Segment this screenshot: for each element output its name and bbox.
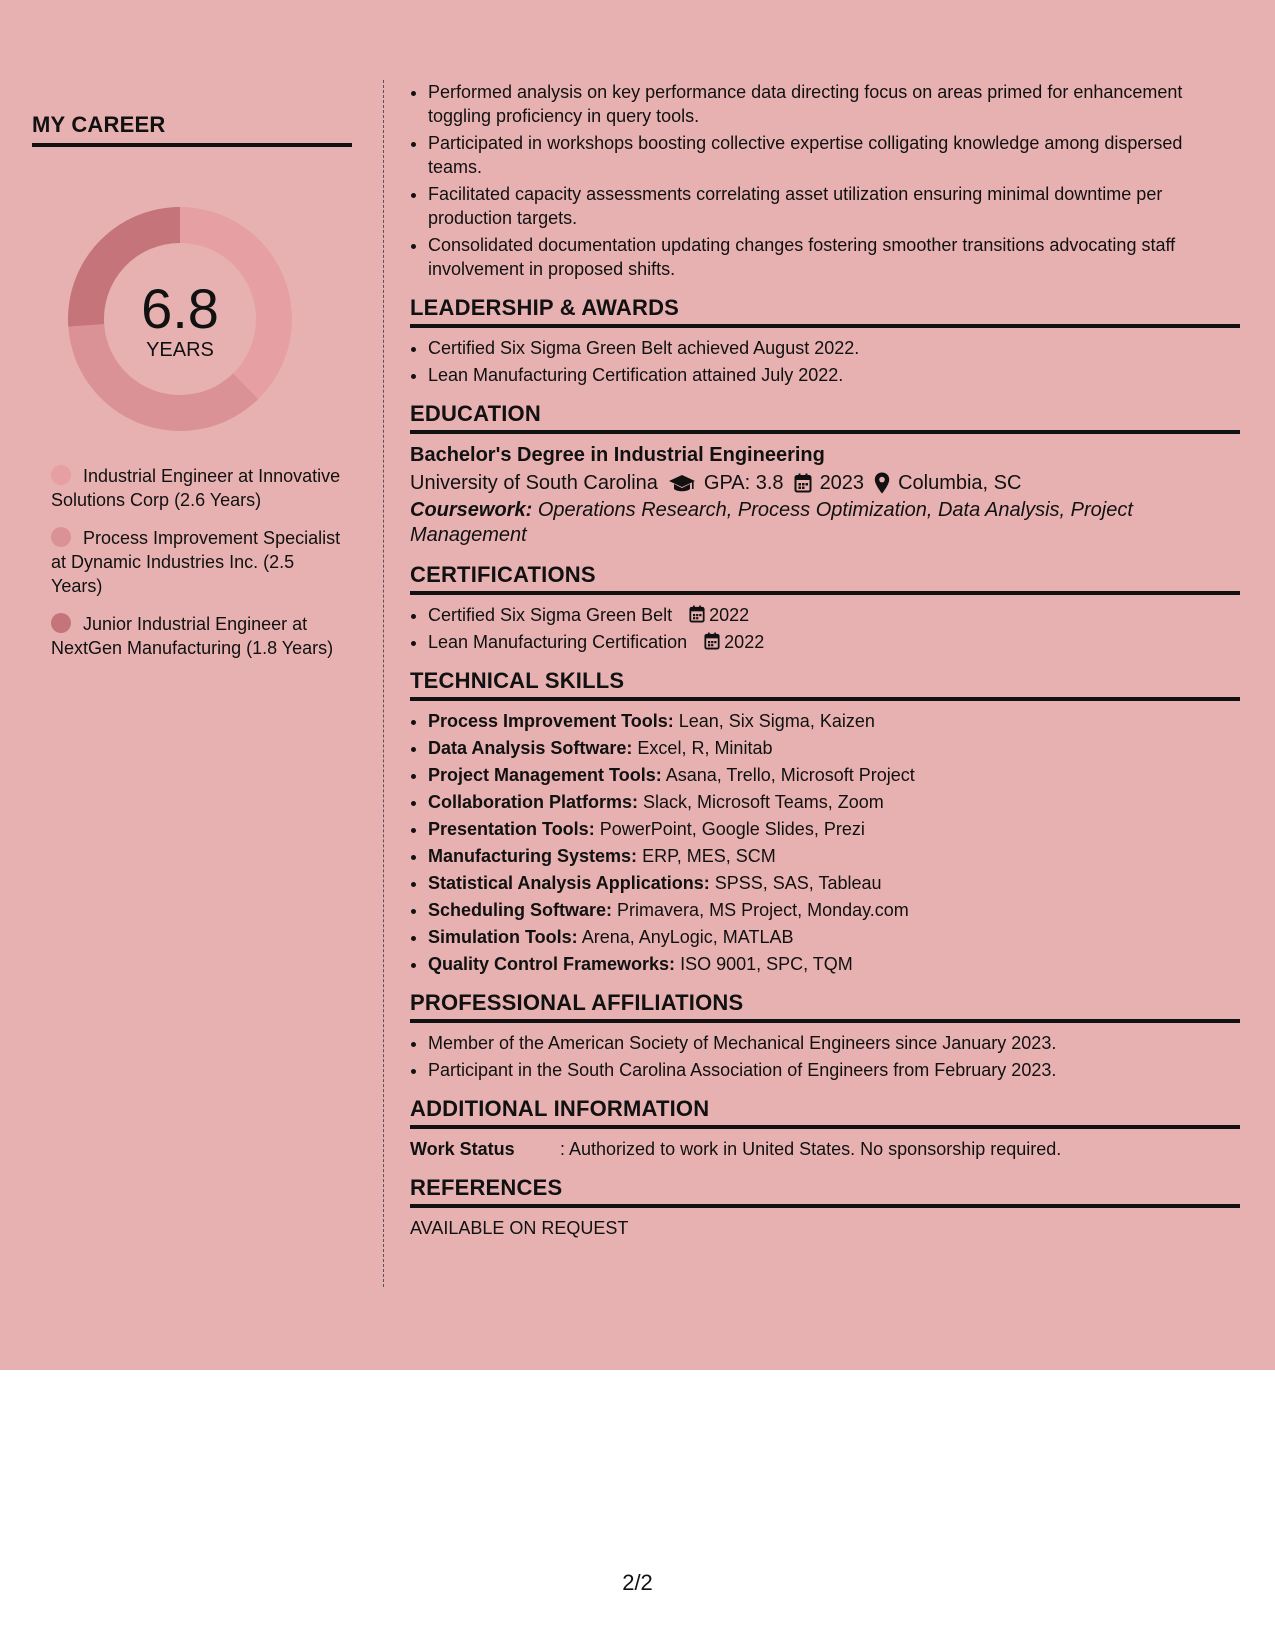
section-heading: TECHNICAL SKILLS xyxy=(410,668,1240,701)
section-heading: ADDITIONAL INFORMATION xyxy=(410,1096,1240,1129)
certification-item xyxy=(428,630,1240,654)
skill-value: ISO 9001, SPC, TQM xyxy=(680,954,853,974)
legend-item xyxy=(51,464,341,512)
experience-bullet: • Performed analysis on key performance data directing focus on areas primed for enhancement toggling proficiency in query tools. xyxy=(428,80,1240,128)
section-heading: CERTIFICATIONS xyxy=(410,562,1240,595)
skill-label: Data Analysis Software: xyxy=(428,738,633,758)
work-status-label: Work Status xyxy=(410,1139,515,1159)
map-pin-icon xyxy=(874,472,890,494)
certification-year: 2022 xyxy=(709,605,750,625)
calendar-icon xyxy=(689,605,705,623)
certification-name: Lean Manufacturing Certification xyxy=(428,632,688,652)
certification-item xyxy=(428,603,1240,627)
legend-label: Industrial Engineer at Innovative Solutions Corp (2.6 Years) xyxy=(51,466,341,510)
skill-value: SPSS, SAS, Tableau xyxy=(714,873,882,893)
school-name: University of South Carolina xyxy=(410,472,658,494)
main-content xyxy=(410,80,1240,1240)
legend-label: Junior Industrial Engineer at NextGen Manufacturing (1.8 Years) xyxy=(51,614,334,658)
skill-label: Statistical Analysis Applications: xyxy=(428,873,710,893)
career-title: MY CAREER xyxy=(32,112,352,147)
skill-item xyxy=(428,709,1240,733)
graduation-cap-icon xyxy=(668,473,696,493)
work-status-row xyxy=(410,1137,1240,1161)
skill-item xyxy=(428,736,1240,760)
certification-year: 2022 xyxy=(724,632,765,652)
coursework xyxy=(410,498,1240,548)
gpa: GPA: 3.8 xyxy=(703,472,784,494)
skill-item xyxy=(428,952,1240,976)
skill-label: Collaboration Platforms: xyxy=(428,792,639,812)
skill-item xyxy=(428,844,1240,868)
coursework-label: Coursework: xyxy=(410,499,533,521)
skill-label: Scheduling Software: xyxy=(428,900,613,920)
legend-dot xyxy=(51,465,71,485)
skill-item xyxy=(428,925,1240,949)
calendar-icon xyxy=(794,473,812,493)
skill-value: ERP, MES, SCM xyxy=(642,846,776,866)
work-status-value: : Authorized to work in United States. No sponsorship required. xyxy=(560,1139,1062,1159)
legend-item xyxy=(51,526,341,598)
skill-item xyxy=(428,790,1240,814)
certification-name: Certified Six Sigma Green Belt xyxy=(428,605,673,625)
skill-value: Primavera, MS Project, Monday.com xyxy=(617,900,909,920)
affiliation-item: • Member of the American Society of Mechanical Engineers since January 2023. xyxy=(428,1031,1240,1055)
coursework-list: Operations Research, Process Optimization, Data Analysis, Project Management xyxy=(410,499,1133,546)
skill-value: Lean, Six Sigma, Kaizen xyxy=(678,711,875,731)
skill-label: Presentation Tools: xyxy=(428,819,595,839)
legend-dot xyxy=(51,527,71,547)
skill-item xyxy=(428,763,1240,787)
section-heading: PROFESSIONAL AFFILIATIONS xyxy=(410,990,1240,1023)
school-location: Columbia, SC xyxy=(898,472,1022,494)
legend-item xyxy=(51,612,341,660)
skill-value: Asana, Trello, Microsoft Project xyxy=(665,765,915,785)
total-years-value: 6.8 xyxy=(141,276,219,340)
section-heading: EDUCATION xyxy=(410,401,1240,434)
references-section xyxy=(410,1175,1240,1240)
degree-title: Bachelor's Degree in Industrial Engineering xyxy=(410,444,825,466)
skill-item xyxy=(428,817,1240,841)
additional-info-section xyxy=(410,1096,1240,1161)
skill-value: Slack, Microsoft Teams, Zoom xyxy=(643,792,884,812)
affiliation-item: • Participant in the South Carolina Association of Engineers from February 2023. xyxy=(428,1058,1240,1082)
page-number: 2/2 xyxy=(622,1570,653,1595)
skill-label: Manufacturing Systems: xyxy=(428,846,638,866)
legend-dot xyxy=(51,613,71,633)
career-legend xyxy=(51,464,341,674)
skill-label: Simulation Tools: xyxy=(428,927,578,947)
leadership-section xyxy=(410,295,1240,387)
section-heading: LEADERSHIP & AWARDS xyxy=(410,295,1240,328)
experience-bullet-list xyxy=(410,80,1240,281)
skill-value: Excel, R, Minitab xyxy=(637,738,773,758)
legend-label: Process Improvement Specialist at Dynamic Industries Inc. (2.5 Years) xyxy=(51,528,341,596)
experience-bullet: • Consolidated documentation updating changes fostering smoother transitions advocating staff involvement in proposed shifts. xyxy=(428,233,1240,281)
section-heading: REFERENCES xyxy=(410,1175,1240,1208)
skill-label: Quality Control Frameworks: xyxy=(428,954,676,974)
affiliations-section xyxy=(410,990,1240,1082)
experience-bullet: • Facilitated capacity assessments correlating asset utilization ensuring minimal downtime per production targets. xyxy=(428,182,1240,230)
graduation-year: 2023 xyxy=(819,472,865,494)
references-text: AVAILABLE ON REQUEST xyxy=(410,1218,629,1238)
skill-value: Arena, AnyLogic, MATLAB xyxy=(581,927,794,947)
career-sidebar xyxy=(32,112,352,658)
technical-skills-section xyxy=(410,668,1240,976)
career-donut-chart xyxy=(65,204,295,434)
skill-label: Process Improvement Tools: xyxy=(428,711,674,731)
leadership-item: • Lean Manufacturing Certification attained July 2022. xyxy=(428,363,1240,387)
education-section xyxy=(410,401,1240,548)
experience-bullet: • Participated in workshops boosting collective expertise colligating knowledge among dispersed teams. xyxy=(428,131,1240,179)
leadership-item: • Certified Six Sigma Green Belt achieved August 2022. xyxy=(428,336,1240,360)
skill-value: PowerPoint, Google Slides, Prezi xyxy=(599,819,865,839)
column-divider xyxy=(383,80,384,1287)
total-years-unit: YEARS xyxy=(146,338,214,361)
calendar-icon xyxy=(704,632,720,650)
certifications-section xyxy=(410,562,1240,654)
education-details xyxy=(410,468,1240,498)
skill-item xyxy=(428,871,1240,895)
skill-label: Project Management Tools: xyxy=(428,765,662,785)
skill-item xyxy=(428,898,1240,922)
